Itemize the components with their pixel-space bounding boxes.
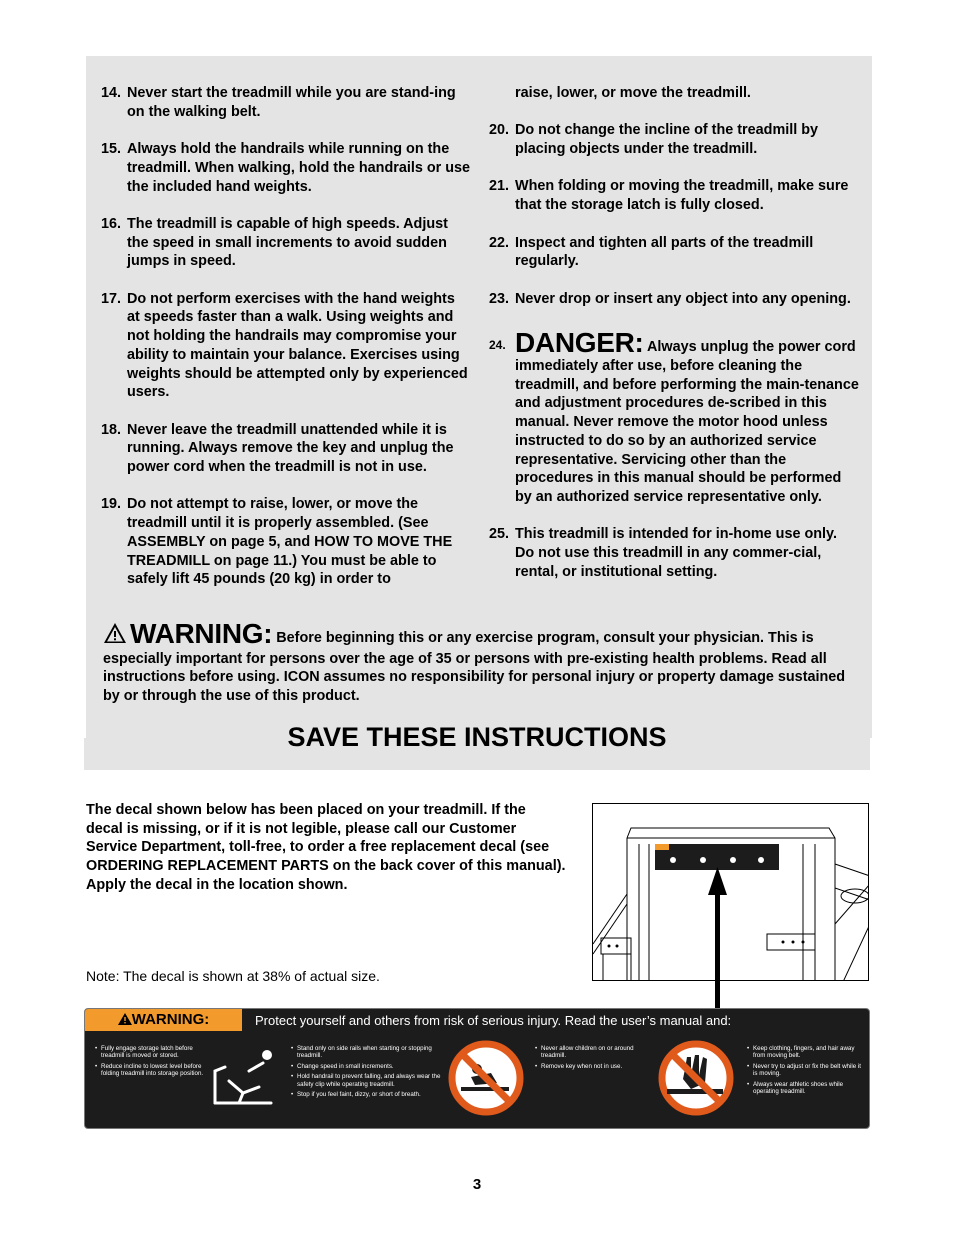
decal-list-2 [291,1045,441,1101]
decal-bullet: • Stand only on side rails when starting or stopping treadmill. [291,1045,441,1060]
item-text: Always hold the handrails while running on the treadmill. When walking, hold the handrails or use the included hand weights. [127,141,471,195]
decal-list-4 [747,1045,862,1098]
decal-list-3 [535,1045,645,1073]
list-item: 21. When folding or moving the treadmill, make sure that the storage latch is fully closed. [489,178,849,214]
right-column [489,84,859,600]
decal-bullet: • Fully engage storage latch before treadmill is moved or stored. [95,1045,205,1060]
item-text: Never start the treadmill while you are stand-ing on the walking belt. [127,85,456,120]
decal-note: Note: The decal is shown at 38% of actual size. [86,968,380,984]
decal-bullet: • Hold handrail to prevent falling, and always wear the safety clip while operating treadmill. [291,1073,441,1088]
left-column [101,84,471,608]
list-item: 23. Never drop or insert any object into any opening. [489,290,851,307]
item-text: Never drop or insert any object into any opening. [515,290,851,307]
list-item-continuation: raise, lower, or move the treadmill. [515,85,751,101]
decal-bullet: • Change speed in small increments. [291,1063,441,1070]
warning-triangle-icon [103,622,127,650]
decal-header: Protect yourself and others from risk of serious injury. Read the user’s manual and: [255,1013,732,1028]
item-text: When folding or moving the treadmill, make sure that the storage latch is fully closed. [515,178,849,214]
item-text: The treadmill is capable of high speeds. Adjust the speed in small increments to avoid sudden jumps in speed. [127,215,448,270]
item-text: Never leave the treadmill unattended while it is running. Always remove the key and unplug the power cord when the treadmill is not in use. [127,421,454,475]
decal-bullet: • Never allow children on or around treadmill. [535,1045,645,1060]
treadmill-location-figure [592,803,869,981]
list-item: 18. Never leave the treadmill unattended while it is running. Always remove the key and unplug the power cord when the treadmill is not in use. [101,421,454,475]
list-item: 20. Do not change the incline of the treadmill by placing objects under the treadmill. [489,122,819,158]
warning-text: Before beginning this or any exercise program, consult your physician. This is especially important for persons over the age of 35 or persons with pre-existing health problems. Read all instructions before using. ICON assumes no responsibility for personal injury or property damage sustained by or through the use of this product. [103,630,846,705]
decal-bullet: • Stop if you feel faint, dizzy, or short of breath. [291,1091,441,1098]
decal-bullet: • Never try to adjust or fix the belt while it is moving. [747,1063,862,1078]
treadmill-illustration [593,804,869,981]
no-children-icon [447,1039,525,1117]
list-item: 16. The treadmill is capable of high speeds. Adjust the speed in small increments to avoid sudden jumps in speed. [101,215,448,270]
list-item: 14. Never start the treadmill while you are stand-ing on the walking belt. [101,85,456,120]
item-text: This treadmill is intended for in-home use only. Do not use this treadmill in any commer-cial, rental, or institutional setting. [515,526,837,580]
item-text: Do not change the incline of the treadmill by placing objects under the treadmill. [515,122,819,158]
decal-list-1 [95,1045,205,1081]
item-text: Do not attempt to raise, lower, or move the treadmill until it is properly assembled. (See ASSEMBLY on page 5, and HOW TO MOVE THE TREADMILL on page 11.) You must be able to safely lift 45 pounds (20 kg) in order to [127,496,453,588]
list-item: 19. Do not attempt to raise, lower, or move the treadmill until it is properly assembled. (See ASSEMBLY on page 5, and HOW TO MOVE THE TREADMILL on page 11.) You must be able to safely lift 45 pounds (20 kg) in order to [101,496,453,588]
list-item: 15. Always hold the handrails while running on the treadmill. When walking, hold the handrails or use the included hand weights. [101,141,471,195]
list-item: 22. Inspect and tighten all parts of the treadmill regularly. [489,234,814,270]
no-hands-belt-icon [657,1039,735,1117]
decal-bullet: • Always wear athletic shoes while operating treadmill. [747,1081,862,1096]
danger-item: 24. DANGER: Always unplug the power cord immediately after use, before cleaning the treadmill, and before performing the main-tenance and adjustment procedures de-scribed in this manual. Never remove the motor hood unless instructed to do so by an authorized service representative. Servicing other than the procedures in this manual should be performed by an authorized service representative only. [489,327,859,505]
danger-text: Always unplug the power cord immediately after use, before cleaning the treadmill, and before performing the main-tenance and adjustment procedures de-scribed in this manual. Never remove the motor hood unless instructed to do so by an authorized service representative. Servicing other than the procedures in this manual should be performed by an authorized service representative only. [515,339,859,505]
item-text: Do not perform exercises with the hand weights at speeds faster than a walk. Using weights and not holding the handrails may compromise your ability to maintain your balance. Exercises using weights should be attempted only by experienced users. [127,290,468,401]
list-item: 17. Do not perform exercises with the hand weights at speeds faster than a walk. Using weights and not holding the handrails may compromise your ability to maintain your balance. Exercises using weights should be attempted only by experienced users. [101,290,468,401]
decal-bullet: • Keep clothing, fingers, and hair away from moving belt. [747,1045,862,1060]
warning-heading: WARNING: [130,618,273,649]
warning-block [103,618,863,706]
decal-bullet: • Remove key when not in use. [535,1063,645,1070]
warning-triangle-icon [118,1013,132,1025]
treadmill-fall-icon [209,1041,281,1107]
item-text: Inspect and tighten all parts of the treadmill regularly. [515,234,814,270]
decal-warning-label: WARNING: [85,1009,242,1031]
decal-bullet: • Reduce incline to lowest level before folding treadmill into storage position. [95,1063,205,1078]
danger-heading: DANGER: [515,327,644,359]
decal-description: The decal shown below has been placed on your treadmill. If the decal is missing, or if it is not legible, please call our Customer Service Department, toll-free, to order a free replacement decal (see ORDERING REPLACEMENT PARTS on the back cover of this manual). Apply the decal in the location shown. [86,802,566,893]
warning-decal [84,1008,870,1129]
save-instructions-title: SAVE THESE INSTRUCTIONS [287,722,667,752]
page-number: 3 [472,1176,482,1193]
list-item: 25. This treadmill is intended for in-home use only. Do not use this treadmill in any commer-cial, rental, or institutional setting. [489,526,837,580]
